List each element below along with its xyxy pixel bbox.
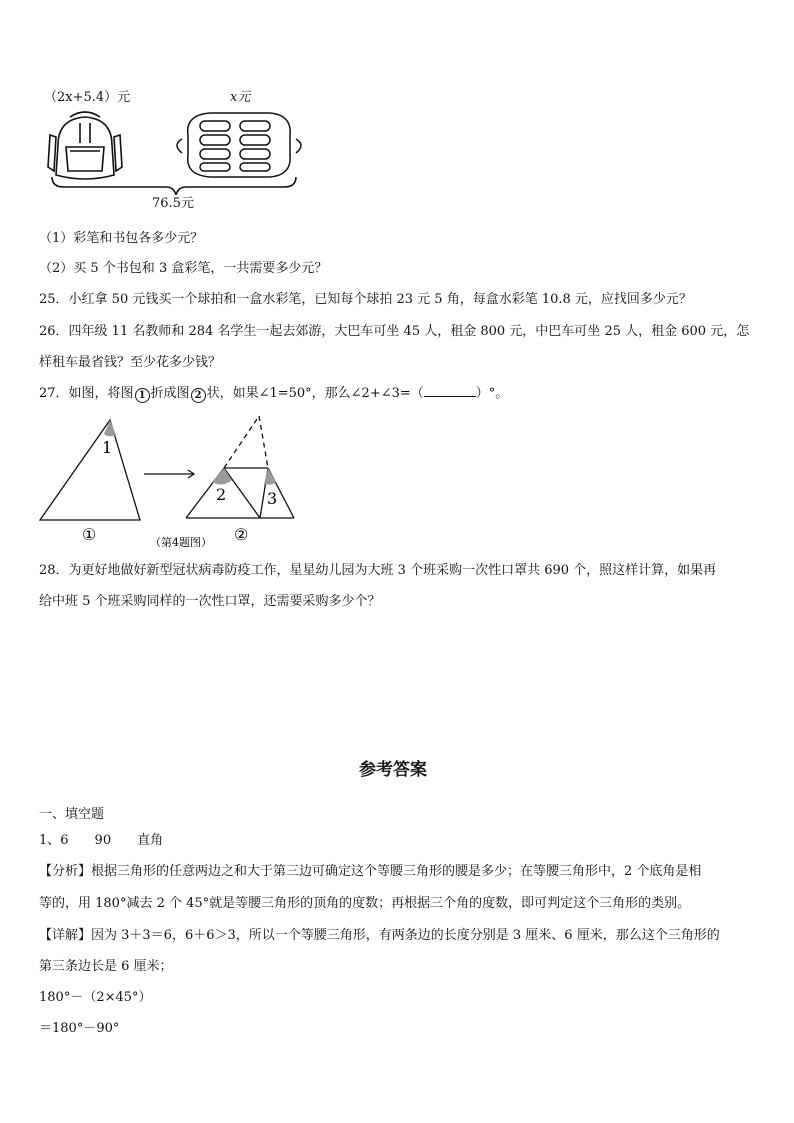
detail-line2: 第三条边长是 6 厘米； <box>39 959 173 974</box>
q26-line2: 样租车最省钱？至少花多少钱？ <box>39 355 222 370</box>
q26-line1: 26．四年级 11 名教师和 284 名学生一起去郊游，大巴车可坐 45 人，租金 800 元，中巴车可坐 25 人，租金 600 元，怎 <box>39 324 750 339</box>
q27-mid2: 状，如果∠1=50°，那么∠2+∠3=（ <box>206 386 424 401</box>
detail-line1: 【详解】因为 3＋3＝6，6＋6＞3，所以一个等腰三角形，有两条边的长度分别是 3 厘米、6 厘米，那么这个三角形的 <box>39 928 720 943</box>
arrow-icon <box>144 470 194 478</box>
backpack-icon <box>48 112 122 179</box>
calc-line1: 180°－（2×45°） <box>39 990 152 1005</box>
q27-text <box>39 385 508 403</box>
analysis-line1: 【分析】根据三角形的任意两边之和大于第三边可确定这个等腰三角形的腰是多少；在等腰三角形中，2 个底角是相 <box>39 864 702 879</box>
q27-mid1: 折成图 <box>150 386 190 401</box>
angle-2-arc <box>212 468 232 485</box>
angle-1-arc <box>104 420 116 436</box>
pens-price-label: x元 <box>230 90 251 105</box>
q27-prefix: 27．如图，将图 <box>39 386 134 401</box>
q25-text: 25．小红拿 50 元钱买一个球拍和一盒水彩笔，已知每个球拍 23 元 5 角，每盒水彩笔 10.8 元，应找回多少元？ <box>39 292 692 307</box>
q24-sub1: （1）彩笔和书包各多少元？ <box>39 231 204 246</box>
figure-2-label: ② <box>234 525 249 544</box>
angle-3-label: 3 <box>267 489 278 508</box>
backpack-price-label: （2x+5.4）元 <box>44 90 131 105</box>
answers-title: 参考答案 <box>359 760 427 780</box>
answers-section-heading: 一、填空题 <box>39 807 105 822</box>
figure-caption: （第4题图） <box>150 536 212 549</box>
q27-suffix: ）°。 <box>475 386 509 401</box>
triangle-figure-1 <box>40 420 140 520</box>
q28-line1: 28．为更好地做好新型冠状病毒防疫工作，星星幼儿园为大班 3 个班采购一次性口罩共 690 个，照这样计算，如果再 <box>39 563 717 578</box>
q27-circle-1: 1 <box>135 388 150 403</box>
analysis-line2: 等的，用 180°减去 2 个 45°就是等腰三角形的顶角的度数；再根据三个角的度数，即可判定这个三角形的类别。 <box>39 896 691 911</box>
q28-line2: 给中班 5 个班采购同样的一次性口罩，还需要采购多少个？ <box>39 594 381 609</box>
angle-1-label: 1 <box>102 438 113 457</box>
answer-1: 1、6 90 直角 <box>39 833 164 848</box>
calc-line2: ＝180°－90° <box>39 1021 120 1036</box>
folded-triangle-figure <box>36 412 336 554</box>
angle-2-label: 2 <box>216 485 227 504</box>
triangle-figure-2 <box>186 416 294 518</box>
q27-answer-blank <box>424 396 476 397</box>
color-pens-icon <box>177 113 301 177</box>
backpack-pens-figure <box>40 105 310 195</box>
total-price-label: 76.5元 <box>152 196 194 211</box>
figure-1-label: ① <box>82 525 97 544</box>
q24-sub2: （2）买 5 个书包和 3 盒彩笔，一共需要多少元？ <box>39 261 328 276</box>
q27-circle-2: 2 <box>191 388 206 403</box>
